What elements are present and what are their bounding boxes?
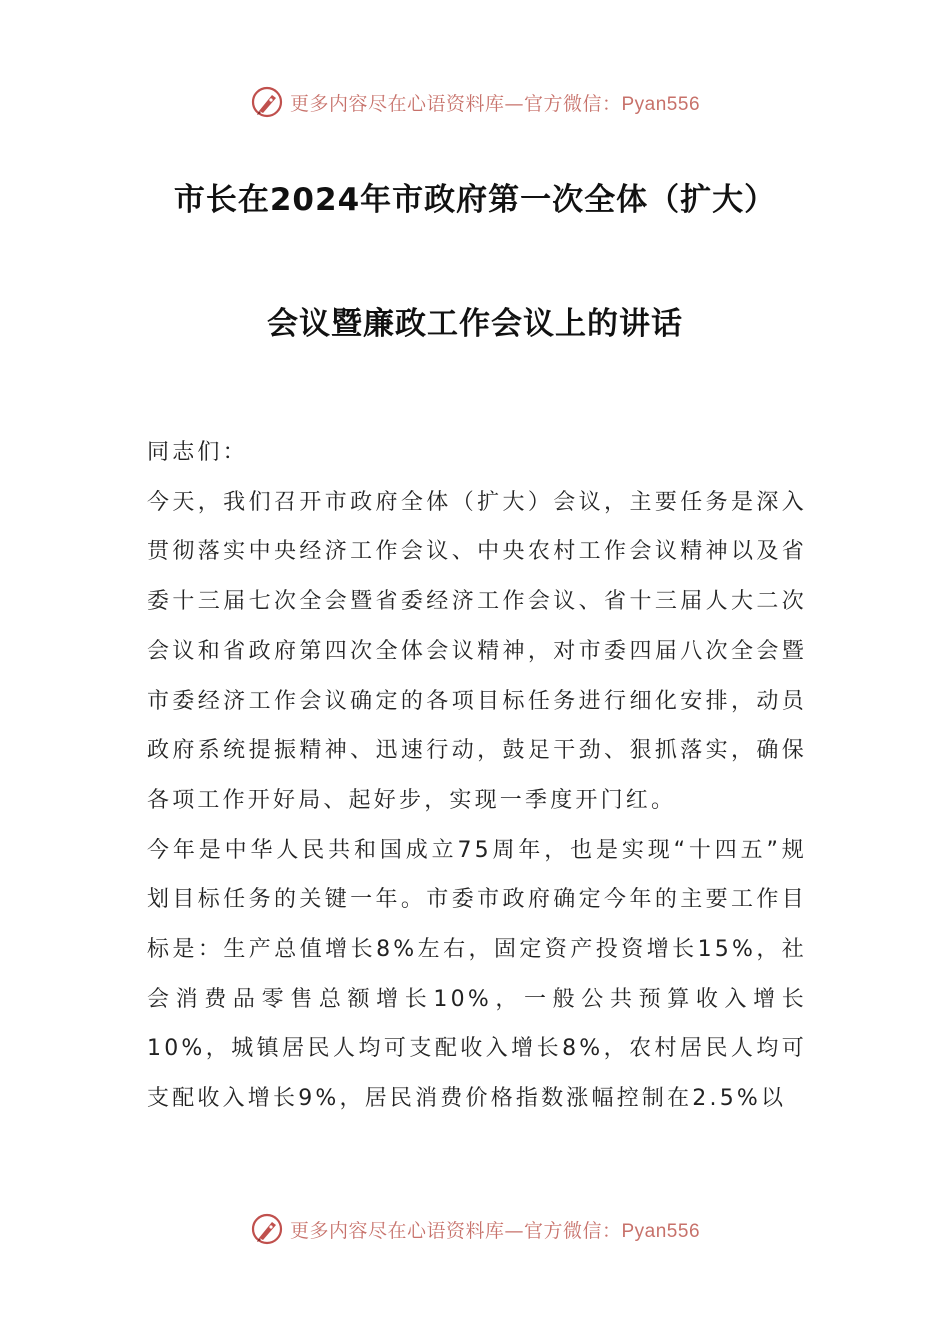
document-title-line-1: 市长在2024年市政府第一次全体（扩大） [173,182,777,218]
watermark-handle: Pyan556 [621,1220,701,1242]
watermark-text: 更多内容尽在心语资料库—官方微信：Pyan556 [289,1219,701,1242]
pen-nib-circle-icon [250,85,284,119]
document-title-line-2: 会议暨廉政工作会议上的讲话 [267,306,683,342]
salutation: 同志们： [147,440,248,465]
document-body [147,428,807,1124]
paragraph: 今年是中华人民共和国成立75周年，也是实现“十四五”规划目标任务的关键一年。市委市政府确定今年的主要工作目标是：生产总值增长8%左右，固定资产投资增长15%，社会消费品零售总额增长10%，一般公共预算收入增长10%，城镇居民人均可支配收入增长8%，农村居民人均可支配收入增长9%，居民消费价格指数涨幅控制在2.5%以 [147,837,807,1112]
watermark-footer [0,1209,950,1249]
watermark-text: 更多内容尽在心语资料库—官方微信：Pyan556 [289,92,701,115]
pen-nib-circle-icon [250,1212,284,1246]
paragraph: 今天，我们召开市政府全体（扩大）会议，主要任务是深入贯彻落实中央经济工作会议、中央农村工作会议精神以及省委十三届七次全会暨省委经济工作会议、省十三届人大二次会议和省政府第四次全体会议精神，对市委四届八次全会暨市委经济工作会议确定的各项目标任务进行细化安排，动员政府系统提振精神、迅速行动，鼓足干劲、狠抓落实，确保各项工作开好局、起好步，实现一季度开门红。 [147,489,807,813]
watermark-header [0,82,950,122]
watermark-handle: Pyan556 [621,93,701,115]
